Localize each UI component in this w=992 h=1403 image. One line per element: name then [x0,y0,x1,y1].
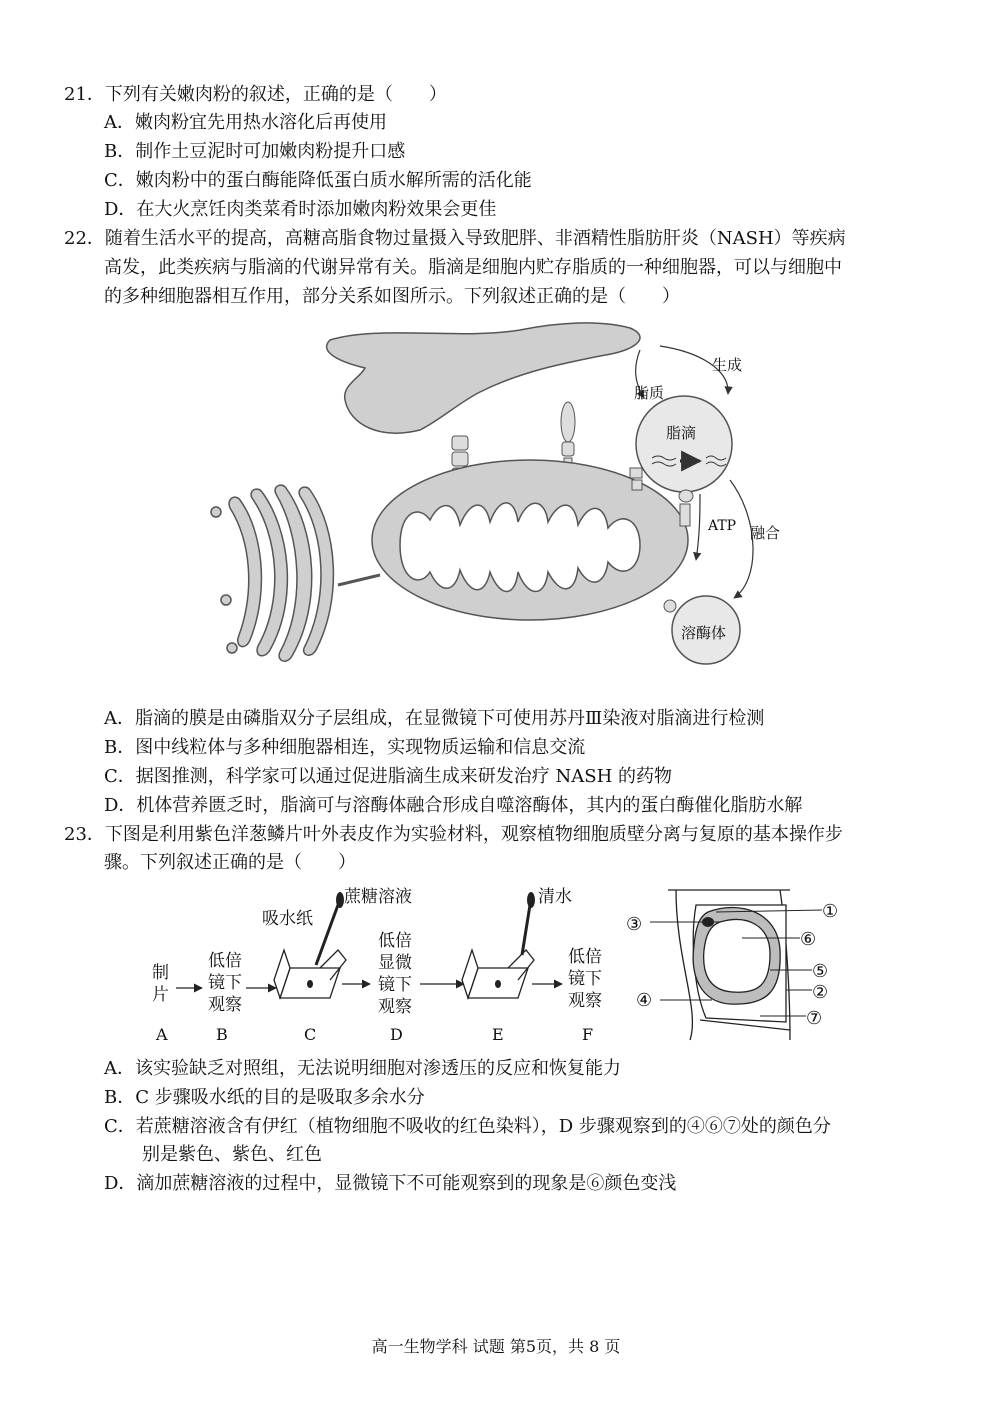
q21-stem: 21．下列有关嫩肉粉的叙述，正确的是（ ） [64,84,447,105]
q22-option-d: D．机体营养匮乏时，脂滴可与溶酶体融合形成自噬溶酶体，其内的蛋白酶催化脂肪水解 [104,795,803,816]
q22-stem-line2: 高发，此类疾病与脂滴的代谢异常有关。脂滴是细胞内贮存脂质的一种细胞器，可以与细胞中 [104,257,842,278]
label-blotting-paper: 吸水纸 [262,909,313,929]
q22-option-a: A．脂滴的膜是由磷脂双分子层组成，在显微镜下可使用苏丹Ⅲ染液对脂滴进行检测 [104,708,765,729]
step-d-line4: 观察 [378,997,412,1017]
step-b-line3: 观察 [208,995,242,1015]
q22-stem-line1: 22．随着生活水平的提高，高糖高脂食物过量摄入导致肥胖、非酒精性脂肪肝炎（NASH）等疾病 [64,228,846,249]
slide-with-water [462,892,535,998]
q23-option-b: B．C 步骤吸水纸的目的是吸取多余水分 [104,1087,425,1108]
q23-option-c-line1: C．若蔗糖溶液含有伊红（植物细胞不吸收的红色染料），D 步骤观察到的④⑥⑦处的颜色分 [104,1116,831,1137]
num-2: ② [812,982,829,1003]
num-6: ⑥ [800,929,817,950]
q22-option-c: C．据图推测，科学家可以通过促进脂滴生成来研发治疗 NASH 的药物 [104,766,672,787]
q23-stem-line1: 23．下图是利用紫色洋葱鳞片叶外表皮作为实验材料，观察植物细胞质壁分离与复原的基本操作步 [64,824,843,845]
lipid-droplet [636,396,732,492]
letter-a: A [156,1025,168,1044]
letter-d: D [390,1025,403,1044]
step-b-line2: 镜下 [208,973,242,993]
num-5: ⑤ [812,961,829,982]
plasmolysis-steps-figure [140,878,870,1048]
letter-f: F [582,1025,594,1044]
letter-b: B [216,1025,228,1044]
num-7: ⑦ [806,1008,823,1029]
step-f-line1: 低倍 [568,947,602,967]
q21-option-c: C．嫩肉粉中的蛋白酶能降低蛋白质水解所需的活化能 [104,170,532,191]
label-lysosome: 溶酶体 [681,624,727,642]
num-4: ④ [636,990,653,1011]
step-d-line1: 低倍 [378,931,412,951]
endoplasmic-reticulum [327,323,640,433]
label-droplet: 脂滴 [666,424,697,442]
letter-c: C [304,1025,317,1044]
label-sucrose: 蔗糖溶液 [344,887,412,907]
q23-stem-line2: 骤。下列叙述正确的是（ ） [104,852,356,873]
label-lipid: 脂质 [634,384,665,402]
q21-option-a: A．嫩肉粉宜先用热水溶化后再使用 [104,112,387,133]
label-water: 清水 [538,887,572,907]
q22-stem-line3: 的多种细胞器相互作用，部分关系如图所示。下列叙述正确的是（ ） [104,286,680,307]
slide-with-blotting-paper [274,892,346,998]
label-generate: 生成 [712,356,743,374]
step-f-line3: 观察 [568,991,602,1011]
step-d-line3: 镜下 [378,975,412,995]
step-d-line2: 显微 [378,953,412,973]
q21-option-b: B．制作土豆泥时可加嫩肉粉提升口感 [104,141,406,162]
q23-option-c-line2: 别是紫色、紫色、红色 [142,1144,322,1165]
plasmolysed-cell-diagram [650,890,822,1040]
label-fusion: 融合 [750,524,781,542]
q22-option-b: B．图中线粒体与多种细胞器相连，实现物质运输和信息交流 [104,737,586,758]
num-1: ① [822,901,839,922]
letter-e: E [492,1025,504,1044]
page-footer: 高一生物学科 试题 第5页，共 8 页 [371,1337,621,1356]
lipid-droplet-figure [200,312,800,697]
q23-option-a: A．该实验缺乏对照组，无法说明细胞对渗透压的反应和恢复能力 [104,1058,621,1079]
step-b-line1: 低倍 [208,951,242,971]
step-a-line1: 制 [152,963,169,983]
q21-option-d: D．在大火烹饪肉类菜肴时添加嫩肉粉效果会更佳 [104,199,497,220]
golgi-apparatus [211,485,333,661]
num-3: ③ [626,914,643,935]
label-atp: ATP [708,518,737,534]
step-f-line2: 镜下 [568,969,602,989]
step-a-line2: 片 [152,985,169,1005]
q23-option-d: D．滴加蔗糖溶液的过程中，显微镜下不可能观察到的现象是⑥颜色变浅 [104,1173,677,1194]
